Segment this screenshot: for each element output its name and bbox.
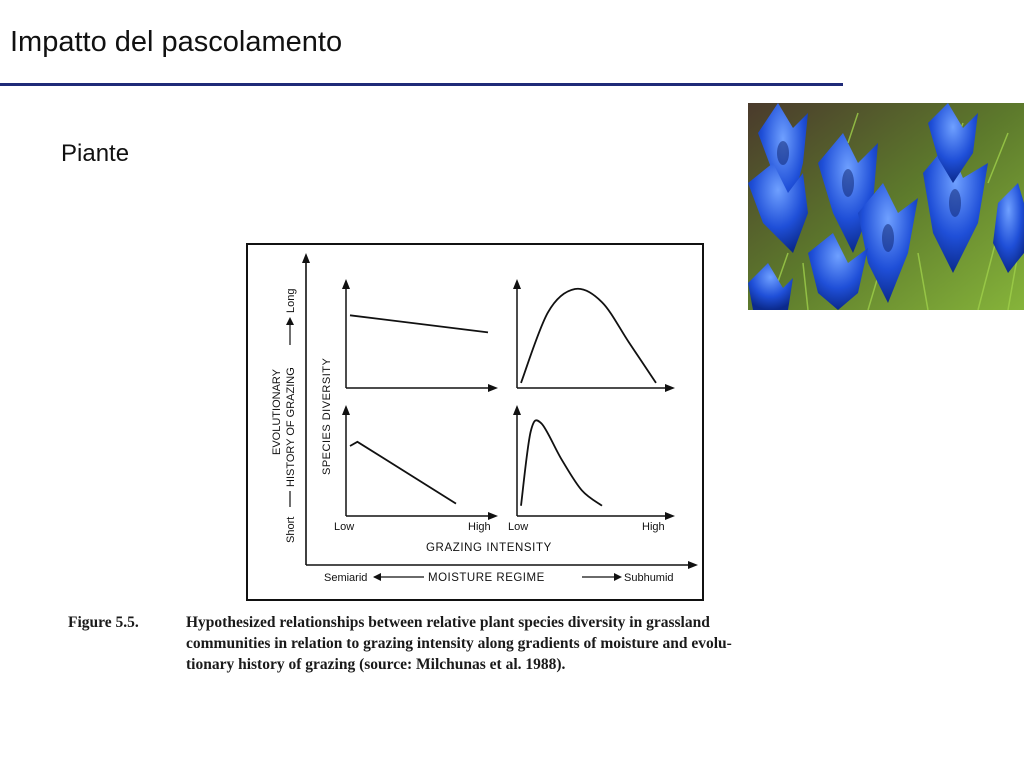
title-underline xyxy=(0,83,843,86)
outer-y-low: Short xyxy=(285,516,297,543)
gentian-flower-icon xyxy=(748,103,1024,310)
slide-title: Impatto del pascolamento xyxy=(10,26,343,58)
caption-line: communities in relation to grazing intensity along gradients of moisture and evolu- xyxy=(186,635,732,652)
outer-y-top-text: EVOLUTIONARY xyxy=(271,369,283,455)
x-outer-high: Subhumid xyxy=(624,572,674,584)
outer-y-arrow-text: HISTORY OF GRAZING xyxy=(285,367,297,487)
caption-label: Figure 5.5. xyxy=(68,614,139,631)
flower-photo xyxy=(748,103,1024,310)
x-left-high: High xyxy=(468,521,491,533)
caption-body xyxy=(186,612,886,675)
caption-line: tionary history of grazing (source: Milchunas et al. 1988). xyxy=(186,656,566,673)
caption-line: Hypothesized relationships between relative plant species diversity in grassland xyxy=(186,614,710,631)
x-outer-low: Semiarid xyxy=(324,572,368,584)
outer-y-high: Long xyxy=(285,288,297,313)
inner-y-label: SPECIES DIVERSITY xyxy=(321,357,333,475)
x-left-low: Low xyxy=(334,521,355,533)
x-right-low: Low xyxy=(508,521,529,533)
figure-svg xyxy=(246,243,704,601)
x-right-high: High xyxy=(642,521,665,533)
slide-subtitle: Piante xyxy=(61,140,130,167)
figure-diagram xyxy=(246,243,704,601)
x-inner-label: GRAZING INTENSITY xyxy=(426,542,552,554)
x-outer-label: MOISTURE REGIME xyxy=(428,572,545,584)
